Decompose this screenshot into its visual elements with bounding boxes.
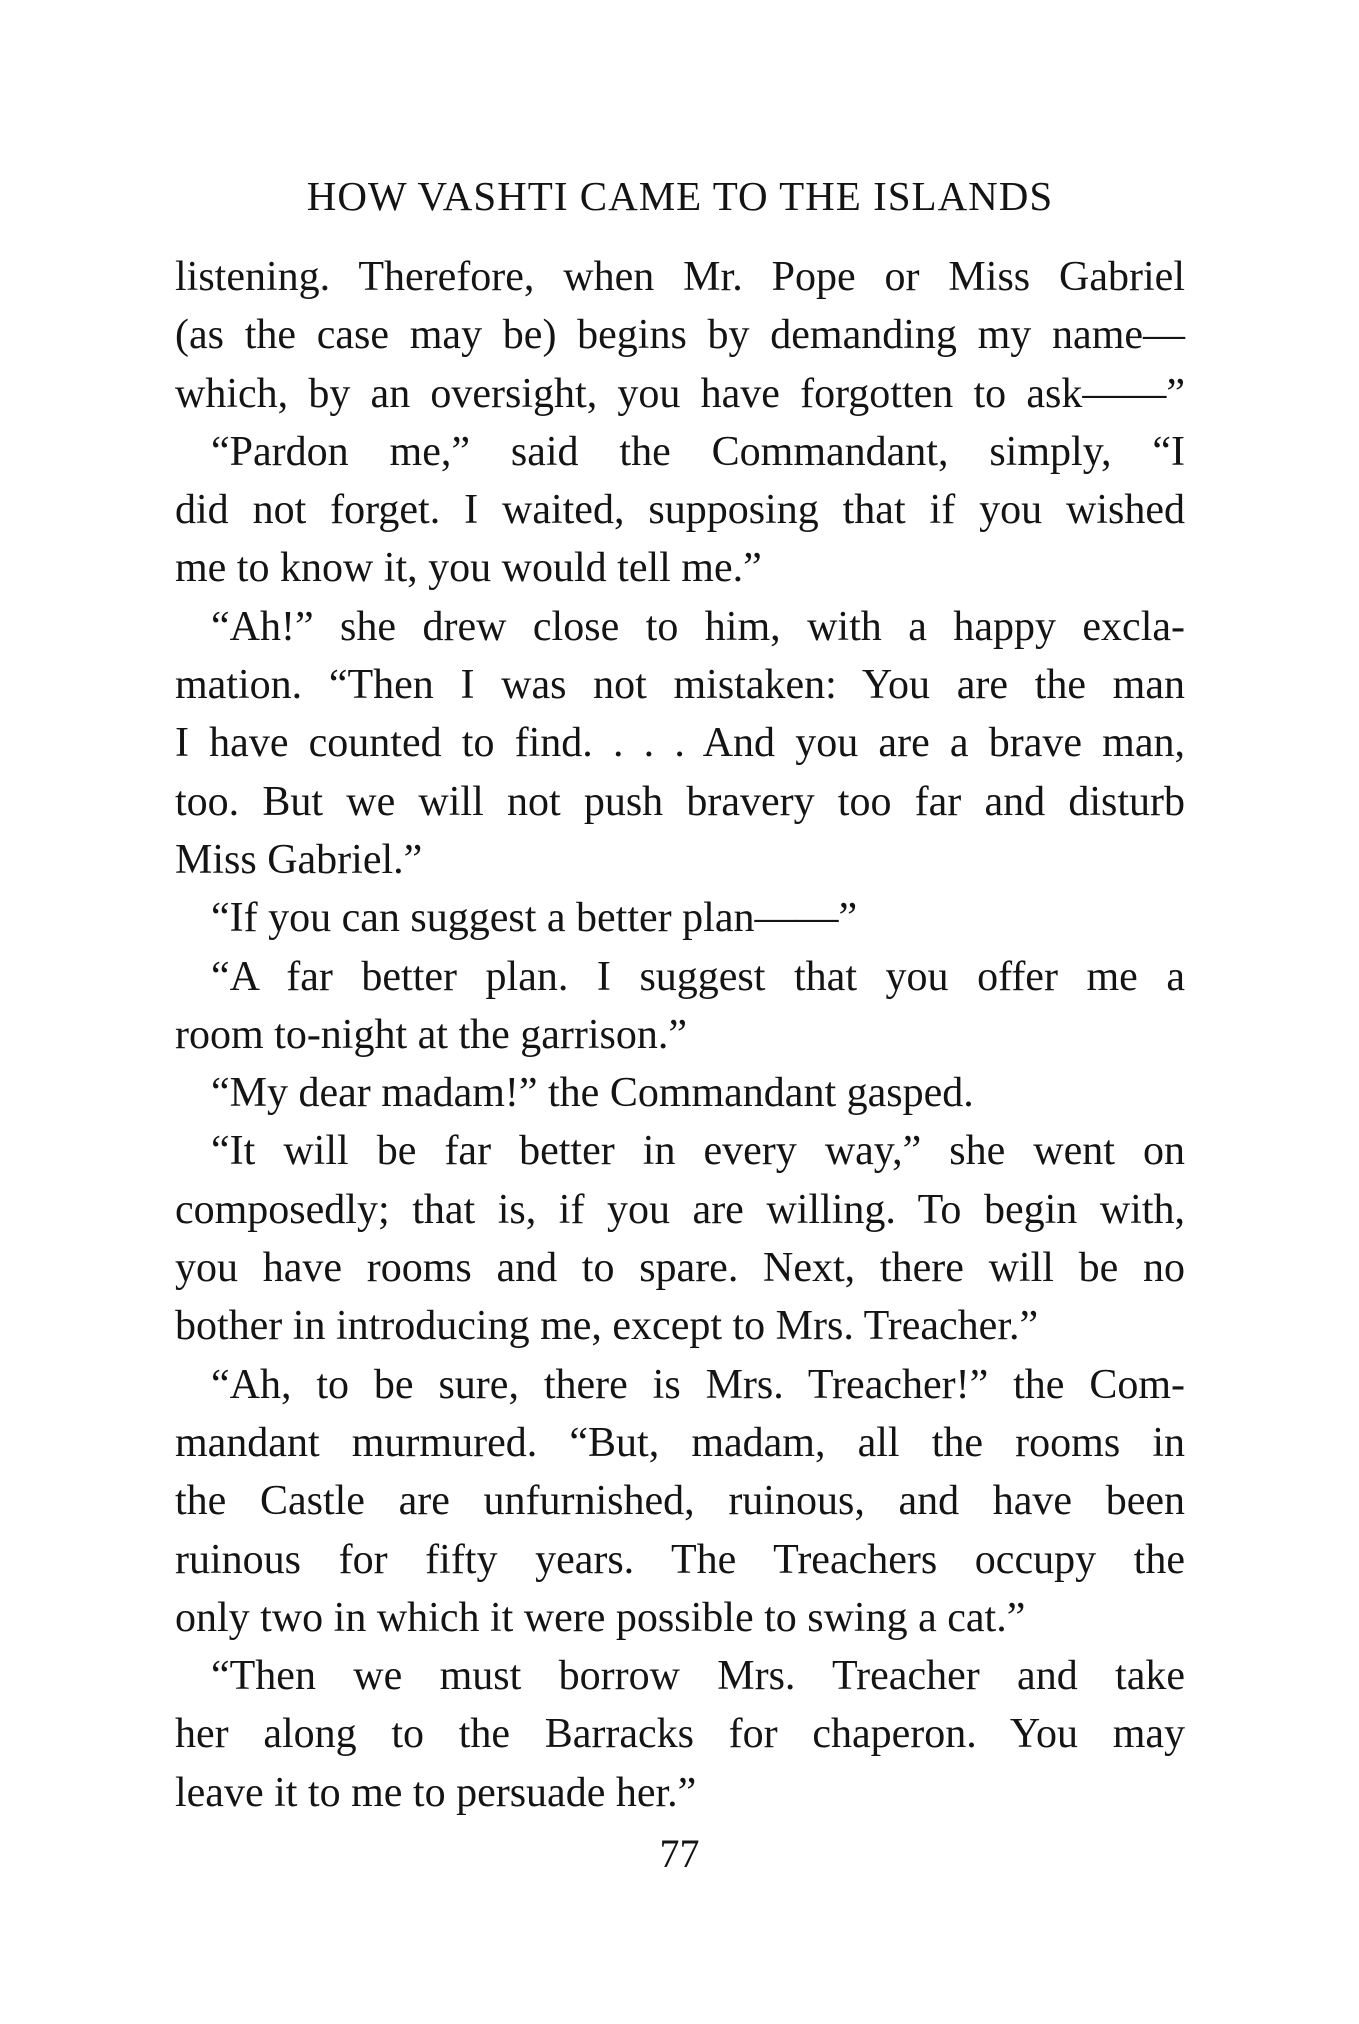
text-line: you have rooms and to spare. Next, there will be no xyxy=(175,1245,1185,1292)
text-line: only two in which it were possible to swing a cat.” xyxy=(175,1594,1026,1641)
text-line: Miss Gabriel.” xyxy=(175,836,423,883)
text-line: mation. “Then I was not mistaken: You are the man xyxy=(175,662,1185,709)
text-line: which, by an oversight, you have forgotten to ask——” xyxy=(175,370,1185,417)
text-line: (as the case may be) begins by demanding my name— xyxy=(175,312,1185,359)
text-line: me to know it, you would tell me.” xyxy=(175,545,762,592)
text-line: “Ah!” she drew close to him, with a happy excla- xyxy=(211,603,1185,650)
text-line: “My dear madam!” the Commandant gasped. xyxy=(211,1070,974,1117)
running-head: HOW VASHTI CAME TO THE ISLANDS xyxy=(306,173,1054,219)
text-line: “Pardon me,” said the Commandant, simply, “I xyxy=(211,428,1185,475)
text-line: composedly; that is, if you are willing. To begin with, xyxy=(175,1186,1185,1233)
text-line: room to-night at the garrison.” xyxy=(175,1011,688,1058)
text-line: her along to the Barracks for chaperon. You may xyxy=(175,1711,1185,1758)
text-line: “If you can suggest a better plan——” xyxy=(211,895,858,942)
body-text xyxy=(175,248,1185,1822)
text-line: the Castle are unfurnished, ruinous, and have been xyxy=(175,1478,1185,1525)
page-number: 77 xyxy=(659,1831,700,1876)
text-line: “It will be far better in every way,” she went on xyxy=(211,1128,1185,1175)
text-line: mandant murmured. “But, madam, all the rooms in xyxy=(175,1419,1185,1466)
text-line: ruinous for fifty years. The Treachers occupy the xyxy=(175,1536,1185,1583)
text-line: leave it to me to persuade her.” xyxy=(175,1769,697,1816)
text-line: listening. Therefore, when Mr. Pope or Miss Gabriel xyxy=(175,254,1185,300)
text-line: I have counted to find. . . . And you are a brave man, xyxy=(175,720,1185,767)
text-line: bother in introducing me, except to Mrs. Treacher.” xyxy=(175,1303,1039,1350)
text-line: too. But we will not push bravery too far and disturb xyxy=(175,778,1185,825)
text-line: “Then we must borrow Mrs. Treacher and take xyxy=(211,1653,1185,1700)
text-line: “Ah, to be sure, there is Mrs. Treacher!” the Com- xyxy=(211,1361,1185,1408)
text-line: “A far better plan. I suggest that you offer me a xyxy=(211,953,1185,1000)
text-line: did not forget. I waited, supposing that if you wished xyxy=(175,487,1185,534)
